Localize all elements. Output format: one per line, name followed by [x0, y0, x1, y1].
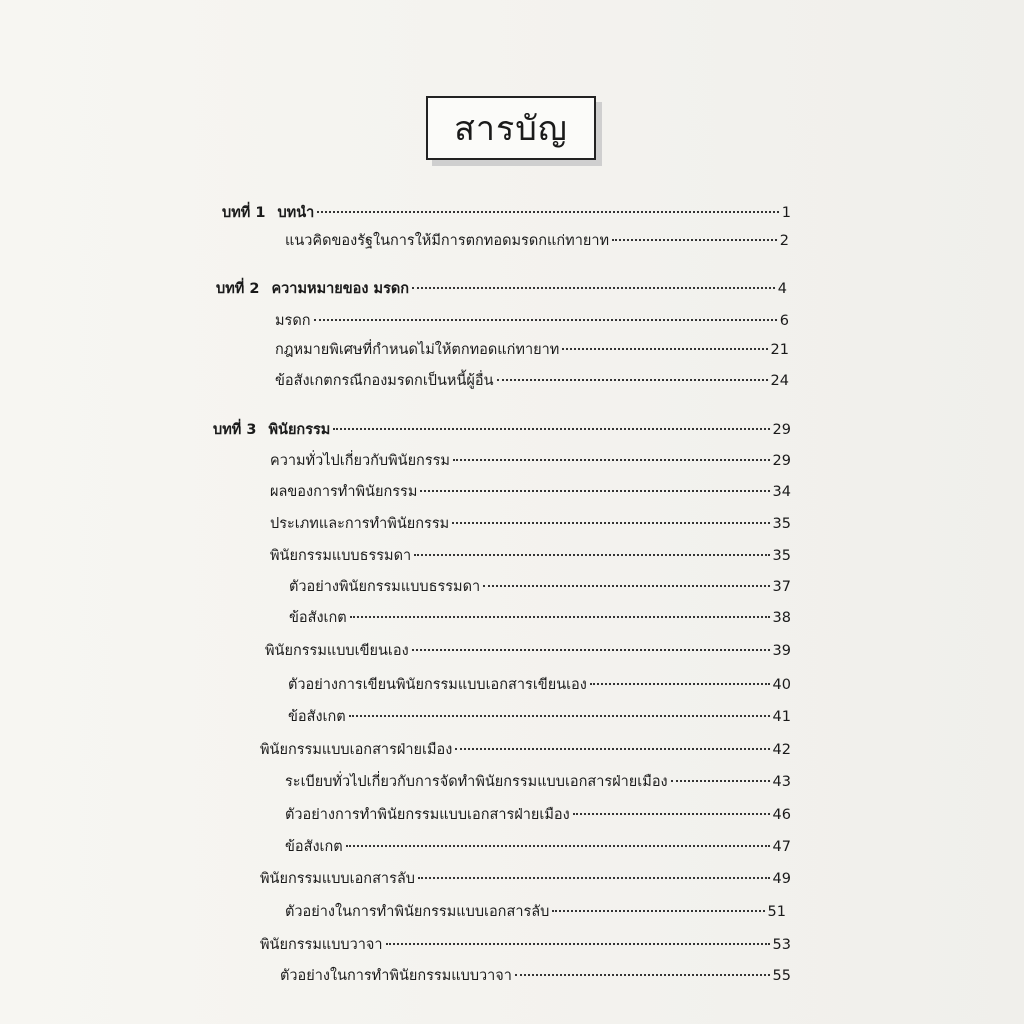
page-number: 1 — [781, 205, 791, 221]
dot-leader — [412, 287, 775, 289]
page-number: 38 — [772, 610, 791, 626]
dot-leader — [452, 522, 769, 524]
page-number: 53 — [772, 937, 791, 953]
toc-row — [285, 772, 791, 792]
dot-leader — [420, 490, 769, 492]
dot-leader — [573, 813, 770, 815]
page-number: 39 — [772, 643, 791, 659]
page-number: 35 — [772, 516, 791, 532]
dot-leader — [455, 748, 769, 750]
dot-leader — [346, 845, 770, 847]
section-title: ประเภทและการทำพินัยกรรม — [270, 516, 450, 532]
page-number: 43 — [772, 774, 791, 790]
dot-leader — [497, 379, 768, 381]
toc-row — [275, 340, 789, 360]
section-title: ความทั่วไปเกี่ยวกับพินัยกรรม — [270, 453, 450, 469]
toc-row — [260, 740, 791, 760]
toc-row — [275, 371, 789, 391]
section-title: ตัวอย่างการเขียนพินัยกรรมแบบเอกสารเขียนเอง — [288, 677, 587, 693]
page-number: 47 — [772, 839, 791, 855]
page-number: 4 — [777, 281, 787, 297]
chapter-title: บทนำ — [277, 205, 315, 221]
dot-leader — [671, 780, 770, 782]
dot-leader — [349, 715, 770, 717]
dot-leader — [414, 554, 769, 556]
section-title: ข้อสังเกตกรณีกองมรดกเป็นหนี้ผู้อื่น — [275, 373, 494, 389]
page-number: 21 — [770, 342, 789, 358]
page-number: 41 — [772, 709, 791, 725]
dot-leader — [412, 649, 770, 651]
chapter-number: บทที่ 1 — [222, 205, 266, 221]
section-title: ตัวอย่างพินัยกรรมแบบธรรมดา — [289, 579, 481, 595]
page-number: 24 — [770, 373, 789, 389]
section-title: ผลของการทำพินัยกรรม — [270, 484, 418, 500]
toc-row — [260, 935, 791, 955]
dot-leader — [612, 239, 777, 241]
chapter-title: ความหมายของ มรดก — [271, 281, 410, 297]
page-number: 51 — [767, 904, 786, 920]
toc-row — [285, 231, 789, 251]
section-title: แนวคิดของรัฐในการให้มีการตกทอดมรดกแก่ทายาท — [285, 233, 610, 249]
toc-row — [289, 608, 791, 628]
toc-row — [275, 311, 789, 331]
page-number: 6 — [779, 313, 789, 329]
toc-row — [260, 869, 791, 889]
section-title: ตัวอย่างในการทำพินัยกรรมแบบเอกสารลับ — [285, 904, 550, 920]
page-number: 37 — [772, 579, 791, 595]
page-number: 46 — [772, 807, 791, 823]
page-number: 29 — [772, 422, 791, 438]
toc-row — [270, 482, 791, 502]
page-number: 49 — [772, 871, 791, 887]
dot-leader — [314, 319, 777, 321]
toc-row — [289, 577, 791, 597]
dot-leader — [386, 943, 770, 945]
toc-row — [270, 451, 791, 471]
toc-row — [285, 805, 791, 825]
dot-leader — [350, 616, 770, 618]
dot-leader — [453, 459, 770, 461]
section-title: พินัยกรรมแบบธรรมดา — [270, 548, 412, 564]
section-title: ตัวอย่างในการทำพินัยกรรมแบบวาจา — [280, 968, 512, 984]
section-title: พินัยกรรมแบบเอกสารลับ — [260, 871, 415, 887]
toc-row — [270, 546, 791, 566]
dot-leader — [317, 211, 778, 213]
dot-leader — [552, 910, 764, 912]
dot-leader — [562, 348, 767, 350]
dot-leader — [333, 428, 769, 430]
dot-leader — [515, 974, 770, 976]
toc-row — [270, 514, 791, 534]
section-title: ข้อสังเกต — [288, 709, 346, 725]
toc-chapter-row — [216, 279, 787, 299]
section-title: พินัยกรรมแบบเอกสารฝ่ายเมือง — [260, 742, 453, 758]
toc-chapter-row — [213, 420, 791, 440]
dot-leader — [590, 683, 770, 685]
section-title: ข้อสังเกต — [285, 839, 343, 855]
section-title: มรดก — [275, 313, 311, 329]
page-number: 55 — [772, 968, 791, 984]
chapter-title: พินัยกรรม — [268, 422, 331, 438]
section-title: ระเบียบทั่วไปเกี่ยวกับการจัดทำพินัยกรรมแบบเอกสารฝ่ายเมือง — [285, 774, 668, 790]
section-title: ตัวอย่างการทำพินัยกรรมแบบเอกสารฝ่ายเมือง — [285, 807, 570, 823]
chapter-number: บทที่ 3 — [213, 422, 257, 438]
page-title: สารบัญ — [454, 109, 568, 149]
toc-chapter-row — [222, 203, 791, 223]
page-number: 35 — [772, 548, 791, 564]
dot-leader — [418, 877, 770, 879]
page-number: 42 — [772, 742, 791, 758]
section-title: พินัยกรรมแบบเขียนเอง — [265, 643, 409, 659]
toc-row — [285, 837, 791, 857]
toc-row — [285, 902, 786, 922]
page-number: 40 — [772, 677, 791, 693]
dot-leader — [483, 585, 769, 587]
toc-row — [280, 966, 791, 986]
section-title: ข้อสังเกต — [289, 610, 347, 626]
page-number: 34 — [772, 484, 791, 500]
page-number: 2 — [779, 233, 789, 249]
section-title: พินัยกรรมแบบวาจา — [260, 937, 383, 953]
page-number: 29 — [772, 453, 791, 469]
toc-row — [288, 675, 791, 695]
toc-row — [265, 641, 791, 661]
section-title: กฎหมายพิเศษที่กำหนดไม่ให้ตกทอดแก่ทายาท — [275, 342, 560, 358]
chapter-number: บทที่ 2 — [216, 281, 260, 297]
toc-row — [288, 707, 791, 727]
